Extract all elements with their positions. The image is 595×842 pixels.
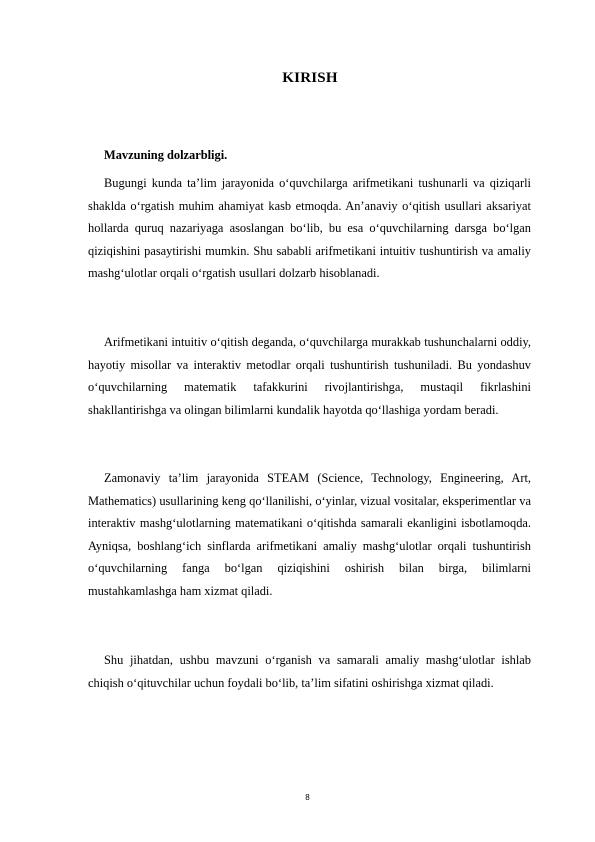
paragraph: Bugungi kunda ta’lim jarayonida o‘quvchilarga arifmetikani tushunarli va qiziqarli shaklda o‘rgatish muhim ahamiyat kasb etmoqda. An’anaviy o‘qitish usullari aksariyat hollarda quruq nazariyaga asoslangan bo‘lib, bu esa o‘quvchilarning darsga bo‘lgan qiziqishini pasaytirishi mumkin. Shu sababli arifmetikani intuitiv tushuntirish va amaliy mashg‘ulotlar orqali o‘rgatish usullari dolzarb hisoblanadi.	[88, 176, 531, 281]
paragraph: Arifmetikani intuitiv o‘qitish deganda, o‘quvchilarga murakkab tushunchalarni oddiy, hayotiy misollar va interaktiv metodlar orqali tushuntirish tushuniladi. Bu yondashuv o‘quvchilarning matematik tafakkurini rivojlantirishga, mustaqil fikrlashini shakllantirishga va olingan bilimlarni kundalik hayotda qo‘llashiga yordam beradi.	[88, 335, 531, 417]
section-subheading: Mavzuning dolzarbligi.	[104, 148, 228, 162]
page-number: 8	[305, 793, 310, 802]
page-title: KIRISH	[282, 70, 338, 86]
paragraph: Zamonaviy ta’lim jarayonida STEAM (Science, Technology, Engineering, Art, Mathematics) usullarining keng qo‘llanilishi, o‘yinlar, vizual vositalar, eksperimentlar va interaktiv mashg‘ulotlarning matematikani o‘qitishda samarali ekanligini isbotlamoqda. Ayniqsa, boshlang‘ich sinflarda arifmetikani amaliy mashg‘ulotlar orqali tushuntirish o‘quvchilarning fanga bo‘lgan qiziqishini oshirish bilan birga, bilimlarni mustahkamlashga ham xizmat qiladi.	[88, 471, 531, 598]
paragraph: Shu jihatdan, ushbu mavzuni o‘rganish va samarali amaliy mashg‘ulotlar ishlab chiqish o‘qituvchilar uchun foydali bo‘lib, ta’lim sifatini oshirishga xizmat qiladi.	[88, 653, 531, 690]
